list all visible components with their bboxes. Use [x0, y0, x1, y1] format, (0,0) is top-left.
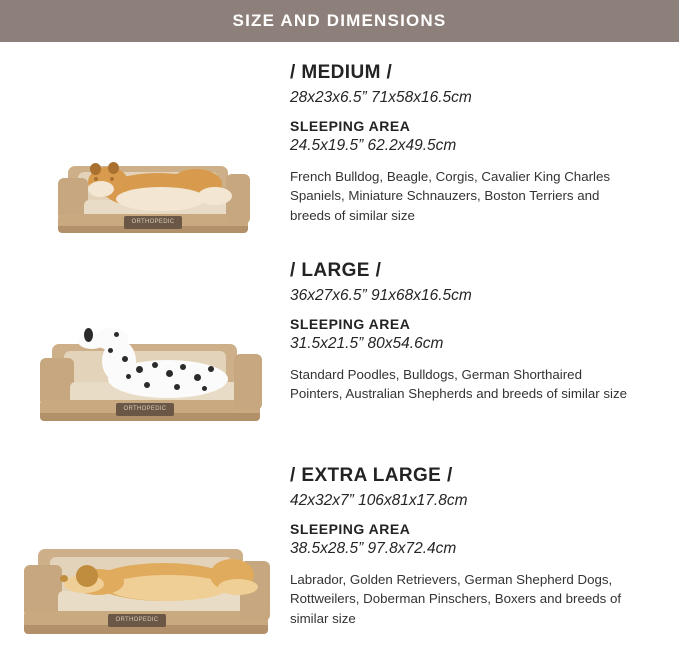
size-rows [0, 42, 679, 645]
bed-brand-tag-text: ORTHOPEDIC [115, 617, 159, 623]
extra-large-bed-image [0, 459, 290, 645]
medium-bed-image [0, 56, 290, 254]
dog-shiba-inu [80, 161, 240, 221]
size-name: MEDIUM [301, 62, 381, 83]
size-row-large [0, 254, 679, 459]
bed-brand-tag [108, 614, 166, 627]
size-title-medium [290, 62, 659, 84]
dog-golden-retriever [58, 545, 258, 615]
large-bed-image [0, 254, 290, 459]
breed-list-medium: French Bulldog, Beagle, Corgis, Cavalier King Charles Spaniels, Miniature Schnauzers, Boston Terriers and breeds of similar size [290, 169, 611, 223]
title-suffix-slash: / [375, 260, 382, 281]
bed-brand-tag-text: ORTHOPEDIC [131, 219, 175, 225]
extra-large-text-block [290, 459, 679, 628]
title-prefix-slash: / [290, 465, 296, 486]
sleeping-area-dimensions-extra-large: 38.5x28.5” 97.8x72.4cm [290, 540, 457, 557]
title-prefix-slash: / [290, 260, 296, 281]
large-text-block [290, 254, 679, 404]
size-name: EXTRA LARGE [301, 465, 442, 486]
dog-dalmatian [78, 326, 253, 406]
title-suffix-slash: / [446, 465, 453, 486]
title-suffix-slash: / [386, 62, 393, 83]
bed-left-arm [24, 565, 62, 617]
size-name: LARGE [301, 260, 370, 281]
page-header [0, 0, 679, 42]
size-title-large [290, 260, 659, 282]
size-dimensions-large: 36x27x6.5” 91x68x16.5cm [290, 287, 472, 304]
medium-text-block [290, 56, 679, 225]
breed-list-extra-large: Labrador, Golden Retrievers, German Shepherd Dogs, Rottweilers, Doberman Pinschers, Boxers and breeds of similar size [290, 572, 622, 626]
sleeping-area-dimensions-medium: 24.5x19.5” 62.2x49.5cm [290, 137, 457, 154]
sleeping-area-label-large: SLEEPING AREA [290, 316, 411, 332]
bed-brand-tag-text: ORTHOPEDIC [123, 406, 167, 412]
title-prefix-slash: / [290, 62, 296, 83]
size-title-extra-large [290, 465, 659, 487]
size-row-medium [0, 56, 679, 254]
breed-list-large: Standard Poodles, Bulldogs, German Shorthaired Pointers, Australian Shepherds and breeds of similar size [290, 367, 628, 402]
bed-left-arm [40, 358, 74, 406]
size-dimensions-medium: 28x23x6.5” 71x58x16.5cm [290, 89, 472, 106]
page-title: SIZE AND DIMENSIONS [232, 11, 447, 30]
size-row-extra-large [0, 459, 679, 645]
sleeping-area-dimensions-large: 31.5x21.5” 80x54.6cm [290, 335, 444, 352]
sleeping-area-label-extra-large: SLEEPING AREA [290, 521, 411, 537]
size-dimensions-extra-large: 42x32x7” 106x81x17.8cm [290, 492, 468, 509]
sleeping-area-label-medium: SLEEPING AREA [290, 118, 411, 134]
